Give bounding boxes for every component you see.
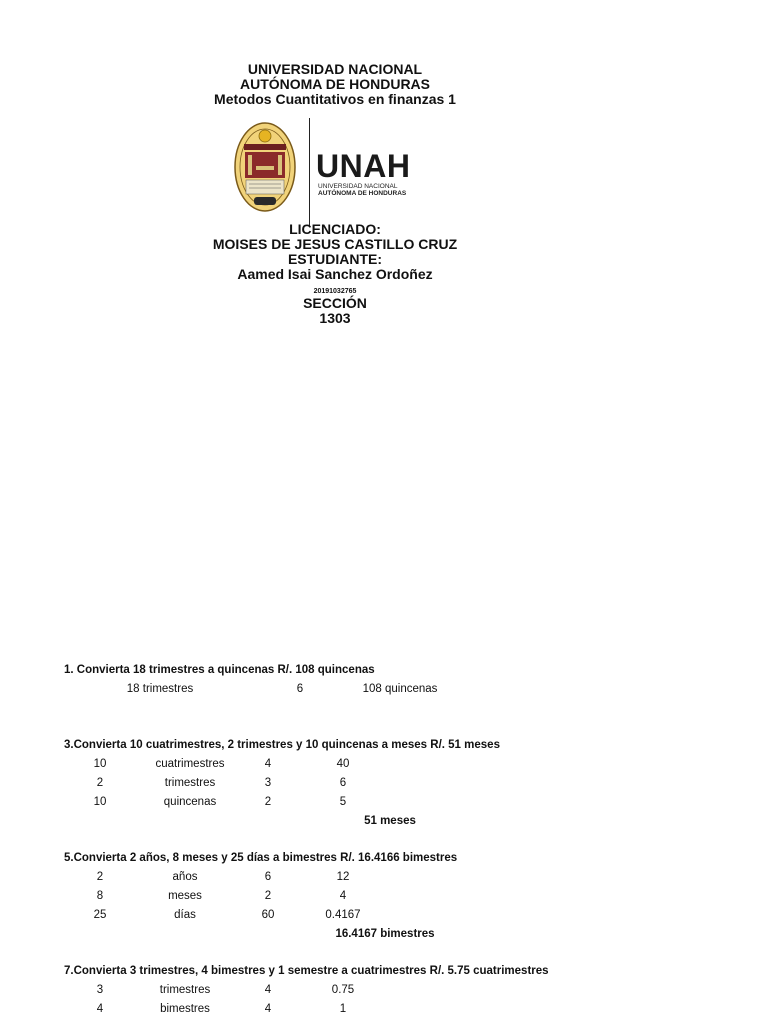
exercise-7-cell: 4 bbox=[264, 1003, 272, 1015]
exercise-3-cell: 2 bbox=[264, 796, 272, 808]
exercise-3-cell: 6 bbox=[339, 777, 347, 789]
student-label: ESTUDIANTE: bbox=[287, 251, 383, 267]
exercise-7-cell: trimestres bbox=[159, 984, 211, 996]
exercise-7-cell: 4 bbox=[96, 1003, 104, 1015]
exercise-5-cell: 0.4167 bbox=[325, 909, 361, 921]
logo-wordmark: UNAH bbox=[316, 148, 411, 184]
exercise-7-cell: 1 bbox=[339, 1003, 347, 1015]
exercise-5-cell: 6 bbox=[264, 871, 272, 883]
exercise-7-title: 7.Convierta 3 trimestres, 4 bimestres y 1 semestre a cuatrimestres R/. 5.75 cuatrimestres bbox=[64, 965, 549, 977]
section-value: 1303 bbox=[319, 310, 351, 326]
exercise-7-cell: 0.75 bbox=[331, 984, 355, 996]
exercise-5-cell: días bbox=[174, 909, 196, 921]
logo-subtitle bbox=[318, 183, 406, 197]
exercise-3-cell: 10 bbox=[93, 758, 107, 770]
exercise-5-cell: meses bbox=[168, 890, 202, 902]
student-id: 20191032765 bbox=[313, 288, 357, 295]
exercise-3-title: 3.Convierta 10 cuatrimestres, 2 trimestres y 10 quincenas a meses R/. 51 meses bbox=[64, 739, 500, 751]
university-name-line2: AUTÓNOMA DE HONDURAS bbox=[239, 76, 431, 92]
university-name-line1: UNIVERSIDAD NACIONAL bbox=[247, 61, 423, 77]
exercise-5-cell: 4 bbox=[339, 890, 347, 902]
exercise-5-cell: 25 bbox=[93, 909, 107, 921]
exercise-5-cell: años bbox=[172, 871, 198, 883]
exercise-3-total: 51 meses bbox=[364, 815, 416, 827]
exercise-1-cell: 18 trimestres bbox=[126, 683, 194, 695]
exercise-3-cell: quincenas bbox=[163, 796, 217, 808]
exercise-7-cell: 3 bbox=[96, 984, 104, 996]
exercise-3-cell: 2 bbox=[96, 777, 104, 789]
logo-subtitle-line1: UNIVERSIDAD NACIONAL bbox=[318, 183, 398, 190]
exercise-5-title: 5.Convierta 2 años, 8 meses y 25 días a bimestres R/. 16.4166 bimestres bbox=[64, 852, 458, 864]
exercise-3-cell: 5 bbox=[339, 796, 347, 808]
exercise-3-cell: 4 bbox=[264, 758, 272, 770]
exercise-5-cell: 60 bbox=[261, 909, 275, 921]
teacher-label: LICENCIADO: bbox=[289, 221, 381, 237]
exercise-5-cell: 2 bbox=[96, 871, 104, 883]
course-title: Metodos Cuantitativos en finanzas 1 bbox=[214, 91, 456, 107]
logo-subtitle-line2: AUTÓNOMA DE HONDURAS bbox=[318, 190, 407, 197]
exercise-7-cell: bimestres bbox=[160, 1003, 210, 1015]
unah-logo bbox=[234, 118, 434, 228]
exercise-5-cell: 8 bbox=[96, 890, 104, 902]
exercise-5-cell: 2 bbox=[264, 890, 272, 902]
exercise-5-total: 16.4167 bimestres bbox=[335, 928, 435, 940]
section-label: SECCIÓN bbox=[303, 295, 367, 311]
teacher-name: MOISES DE JESUS CASTILLO CRUZ bbox=[212, 236, 458, 252]
exercise-3-cell: 10 bbox=[93, 796, 107, 808]
exercise-1-cell: 6 bbox=[296, 683, 304, 695]
university-seal-icon bbox=[234, 122, 296, 212]
exercise-3-cell: trimestres bbox=[164, 777, 216, 789]
exercise-1-title: 1. Convierta 18 trimestres a quincenas R/. 108 quincenas bbox=[64, 664, 375, 676]
student-name: Aamed Isai Sanchez Ordoñez bbox=[237, 266, 433, 282]
exercise-3-cell: 40 bbox=[336, 758, 350, 770]
logo-divider bbox=[309, 118, 310, 226]
exercise-3-cell: cuatrimestres bbox=[155, 758, 225, 770]
exercise-3-cell: 3 bbox=[264, 777, 272, 789]
exercise-7-cell: 4 bbox=[264, 984, 272, 996]
exercise-5-cell: 12 bbox=[336, 871, 350, 883]
exercise-1-cell: 108 quincenas bbox=[362, 683, 438, 695]
